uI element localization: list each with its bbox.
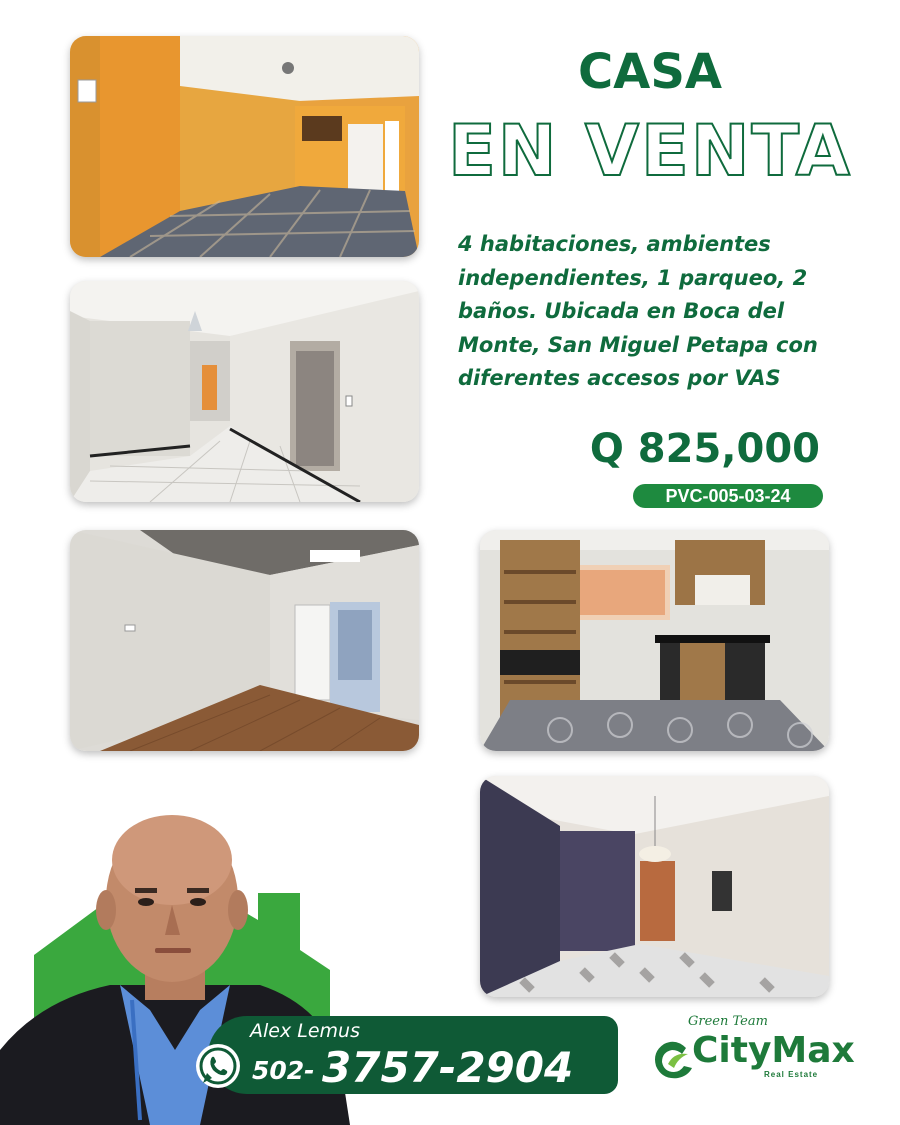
- phone-number[interactable]: 3757-2904: [322, 1043, 574, 1092]
- price: Q 825,000: [589, 426, 820, 472]
- title-casa: CASA: [577, 44, 723, 100]
- brand-tagline: Green Team: [688, 1014, 768, 1029]
- brand-subtitle: Real Estate: [764, 1070, 819, 1079]
- property-photo-bedroom: [70, 530, 419, 751]
- citymax-logo: [640, 1012, 870, 1102]
- phone-prefix: 502-: [252, 1056, 315, 1085]
- description-line: diferentes accesos por VAS: [458, 366, 781, 390]
- description-line: baños. Ubicada en Boca del: [458, 299, 785, 323]
- property-photo-kitchen: [480, 530, 829, 751]
- brand-name: CityMax: [692, 1030, 855, 1071]
- agent-name: Alex Lemus: [250, 1020, 360, 1042]
- citymax-logo-icon: [646, 1034, 698, 1086]
- listing-code-badge: PVC-005-03-24: [633, 484, 823, 508]
- description-line: independientes, 1 parqueo, 2: [458, 265, 808, 290]
- property-description: [458, 228, 858, 396]
- property-photo-hallway: [70, 281, 419, 502]
- description-line: Monte, San Miguel Petapa con: [458, 332, 818, 357]
- whatsapp-icon[interactable]: [194, 1042, 242, 1090]
- property-photo-living-room: [70, 36, 419, 257]
- description-line: 4 habitaciones, ambientes: [458, 232, 771, 256]
- title-en-venta: EN VENTA: [448, 110, 852, 192]
